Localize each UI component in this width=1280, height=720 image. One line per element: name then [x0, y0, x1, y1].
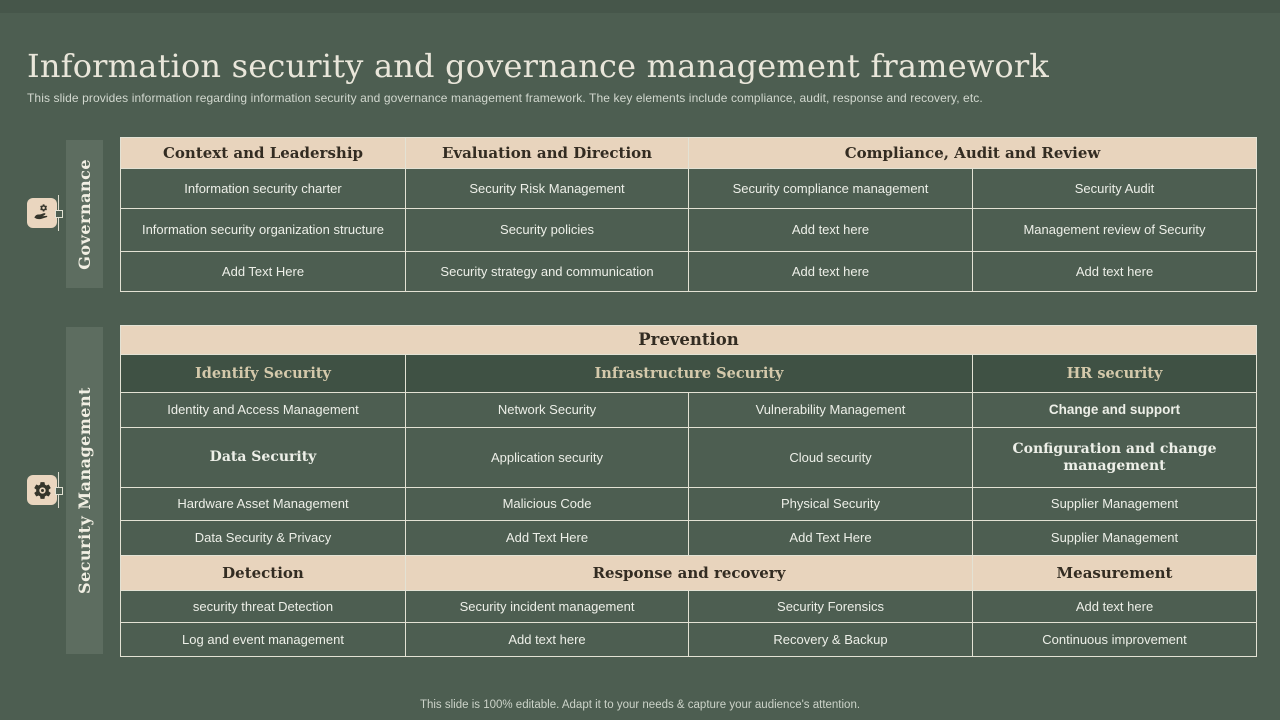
- governance-header-row: [121, 138, 1257, 169]
- table-cell: Physical Security: [689, 488, 973, 521]
- top-edge-shade: [0, 0, 1280, 13]
- table-cell: Information security organization structure: [121, 209, 406, 252]
- table-cell: Add text here: [973, 252, 1257, 292]
- table-row: [121, 591, 1257, 623]
- table-cell: Identity and Access Management: [121, 393, 406, 428]
- table-cell: Add text here: [689, 252, 973, 292]
- table-row: [121, 393, 1257, 428]
- connector-node: [55, 487, 63, 495]
- table-cell: Security Audit: [973, 169, 1257, 209]
- table-row: [121, 209, 1257, 252]
- column-header-identify-security: Identify Security: [121, 355, 406, 393]
- table-cell: Security policies: [406, 209, 689, 252]
- table-cell: Security incident management: [406, 591, 689, 623]
- page-title: Information security and governance management framework: [27, 47, 1049, 86]
- table-cell: Cloud security: [689, 428, 973, 488]
- table-cell: Security Risk Management: [406, 169, 689, 209]
- table-cell: Vulnerability Management: [689, 393, 973, 428]
- gear-icon: [27, 475, 57, 505]
- table-row: [121, 521, 1257, 556]
- column-header-context-and-leadership: Context and Leadership: [121, 138, 406, 169]
- column-header-infrastructure-security: Infrastructure Security: [406, 355, 973, 393]
- connector-node: [55, 210, 63, 218]
- prevention-header-row: [121, 326, 1257, 355]
- table-cell: Security compliance management: [689, 169, 973, 209]
- table-cell: Application security: [406, 428, 689, 488]
- table-cell: Security strategy and communication: [406, 252, 689, 292]
- security-management-section-label: Security Management: [75, 387, 94, 594]
- governance-section-label: Governance: [75, 158, 94, 270]
- slide-footer-note: This slide is 100% editable. Adapt it to your needs & capture your audience's attention.: [419, 699, 861, 711]
- table-cell: Information security charter: [121, 169, 406, 209]
- slide-subtitle: This slide provides information regarding information security and governance management framework. The key elements include compliance, audit, response and recovery, etc.: [27, 91, 983, 105]
- hand-holding-gear-glyph: [32, 203, 53, 224]
- security-management-table: [120, 325, 1257, 657]
- table-row: [121, 428, 1257, 488]
- table-cell: Data Security & Privacy: [121, 521, 406, 556]
- detection-header-row: [121, 556, 1257, 591]
- gear-glyph: [32, 480, 53, 501]
- governance-table: [120, 137, 1257, 292]
- column-header-hr-security: HR security: [973, 355, 1257, 393]
- governance-section-bar: [66, 140, 103, 288]
- table-cell: Recovery & Backup: [689, 623, 973, 657]
- table-cell: Add Text Here: [121, 252, 406, 292]
- table-cell: Hardware Asset Management: [121, 488, 406, 521]
- table-cell: security threat Detection: [121, 591, 406, 623]
- column-header-response-and-recovery: Response and recovery: [406, 556, 973, 591]
- table-cell: Supplier Management: [973, 521, 1257, 556]
- table-cell: Log and event management: [121, 623, 406, 657]
- table-cell: Add text here: [406, 623, 689, 657]
- table-cell: Malicious Code: [406, 488, 689, 521]
- table-cell: Data Security: [121, 428, 406, 488]
- hand-holding-gear-icon: [27, 198, 57, 228]
- column-header-compliance-audit-review: Compliance, Audit and Review: [689, 138, 1257, 169]
- table-row: [121, 488, 1257, 521]
- column-header-measurement: Measurement: [973, 556, 1257, 591]
- table-row: [121, 169, 1257, 209]
- table-cell: Add text here: [689, 209, 973, 252]
- table-cell: Change and support: [973, 393, 1257, 428]
- table-cell: Supplier Management: [973, 488, 1257, 521]
- table-cell: Add Text Here: [406, 521, 689, 556]
- column-header-detection: Detection: [121, 556, 406, 591]
- table-cell: Add text here: [973, 591, 1257, 623]
- security-management-section-bar: [66, 327, 103, 654]
- table-cell: Add Text Here: [689, 521, 973, 556]
- table-cell: Network Security: [406, 393, 689, 428]
- table-row: [121, 623, 1257, 657]
- section-header-row: [121, 355, 1257, 393]
- prevention-header: Prevention: [121, 326, 1257, 355]
- table-cell: Security Forensics: [689, 591, 973, 623]
- table-cell: Continuous improvement: [973, 623, 1257, 657]
- column-header-evaluation-and-direction: Evaluation and Direction: [406, 138, 689, 169]
- table-cell: Management review of Security: [973, 209, 1257, 252]
- table-cell: Configuration and change management: [973, 428, 1257, 488]
- table-row: [121, 252, 1257, 292]
